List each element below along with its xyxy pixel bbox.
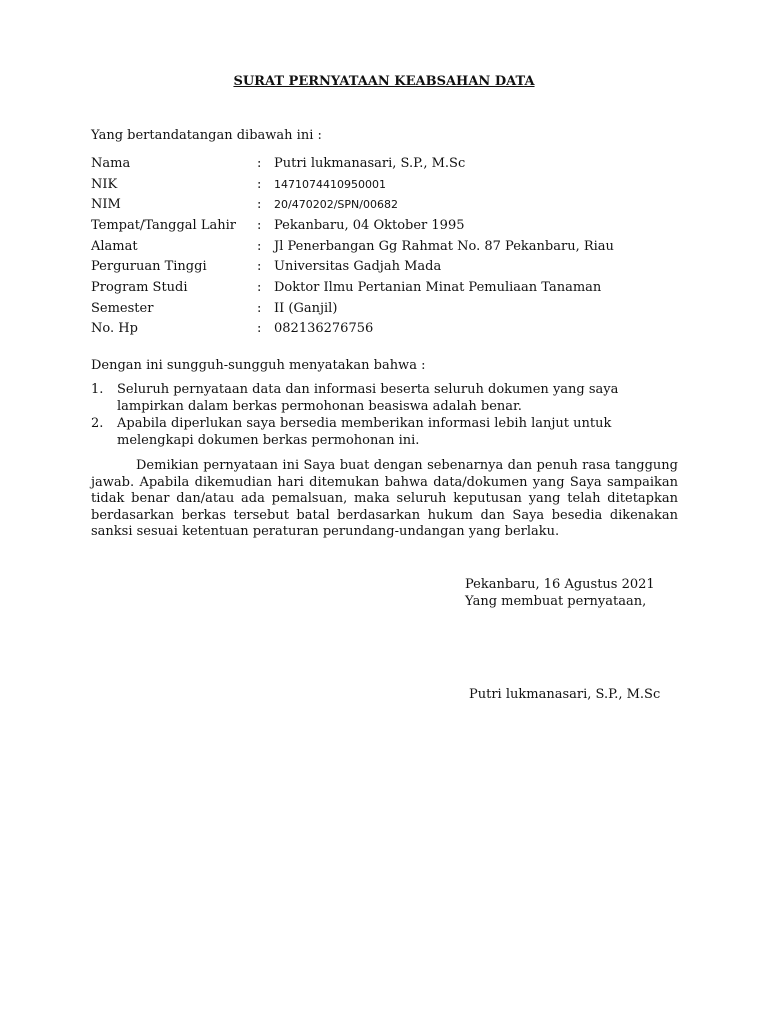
field-colon: : bbox=[257, 321, 262, 337]
field-value: Jl Penerbangan Gg Rahmat No. 87 Pekanbaru, Riau bbox=[274, 238, 614, 254]
field-label: NIM bbox=[91, 197, 121, 213]
field-row-nama bbox=[91, 153, 691, 174]
field-row-ttl bbox=[91, 215, 691, 236]
field-value: II (Ganjil) bbox=[274, 300, 338, 316]
field-row-alamat bbox=[91, 236, 691, 257]
field-colon: : bbox=[257, 197, 262, 213]
field-colon: : bbox=[257, 279, 262, 295]
field-row-nik bbox=[91, 174, 691, 195]
intro-text: Yang bertandatangan dibawah ini : bbox=[91, 128, 322, 143]
point-number: 2. bbox=[91, 416, 104, 431]
field-colon: : bbox=[257, 217, 262, 233]
field-row-perguruan-tinggi bbox=[91, 256, 691, 277]
field-label: Semester bbox=[91, 300, 154, 316]
field-value: Pekanbaru, 04 Oktober 1995 bbox=[274, 217, 465, 233]
sign-caption: Yang membuat pernyataan, bbox=[465, 594, 647, 609]
field-label: Alamat bbox=[91, 238, 138, 254]
point-text: Apabila diperlukan saya bersedia memberikan informasi lebih lanjut untuk melengkapi dokumen berkas permohonan ini. bbox=[117, 416, 612, 448]
field-value: 082136276756 bbox=[274, 321, 374, 337]
field-label: Program Studi bbox=[91, 279, 188, 295]
point-text: Seluruh pernyataan data dan informasi beserta seluruh dokumen yang saya lampirkan dalam berkas permohonan beasiswa adalah benar. bbox=[117, 382, 619, 414]
place-date: Pekanbaru, 16 Agustus 2021 bbox=[465, 577, 655, 592]
list-item bbox=[91, 415, 678, 449]
point-number: 1. bbox=[91, 382, 104, 397]
field-label: Tempat/Tanggal Lahir bbox=[91, 217, 236, 233]
field-value: 1471074410950001 bbox=[274, 177, 386, 191]
signer-name: Putri lukmanasari, S.P., M.Sc bbox=[469, 687, 661, 702]
list-item bbox=[91, 381, 678, 415]
field-value: 20/470202/SPN/00682 bbox=[274, 198, 398, 212]
identity-fields bbox=[91, 153, 691, 339]
field-colon: : bbox=[257, 176, 262, 192]
field-value: Universitas Gadjah Mada bbox=[274, 259, 442, 275]
field-row-nim bbox=[91, 194, 691, 215]
field-colon: : bbox=[257, 238, 262, 254]
field-row-program-studi bbox=[91, 277, 691, 298]
declaration-points bbox=[91, 381, 678, 449]
field-value: Putri lukmanasari, S.P., M.Sc bbox=[274, 155, 466, 171]
field-label: No. Hp bbox=[91, 321, 138, 337]
field-colon: : bbox=[257, 155, 262, 171]
field-label: Perguruan Tinggi bbox=[91, 259, 207, 275]
field-label: NIK bbox=[91, 176, 118, 192]
field-label: Nama bbox=[91, 155, 131, 171]
field-row-semester bbox=[91, 298, 691, 319]
closing-paragraph: Demikian pernyataan ini Saya buat dengan sebenarnya dan penuh rasa tanggung jawab. Apabila dikemudian hari ditemukan bahwa data/dokumen yang Saya sampaikan tidak benar dan/atau ada pemalsuan, maka seluruh keputusan yang telah ditetapkan berdasarkan berkas tersebut batal berdasarkan hukum dan Saya besedia dikenakan sanksi sesuai ketentuan peraturan perundang-undangan yang berlaku. bbox=[91, 458, 678, 539]
field-colon: : bbox=[257, 259, 262, 275]
field-value: Doktor Ilmu Pertanian Minat Pemuliaan Tanaman bbox=[274, 279, 602, 295]
document-title: SURAT PERNYATAAN KEABSAHAN DATA bbox=[233, 74, 535, 89]
field-colon: : bbox=[257, 300, 262, 316]
signature-block bbox=[465, 576, 655, 610]
declaration-lead: Dengan ini sungguh-sungguh menyatakan bahwa : bbox=[91, 358, 426, 373]
field-row-no-hp bbox=[91, 319, 691, 340]
